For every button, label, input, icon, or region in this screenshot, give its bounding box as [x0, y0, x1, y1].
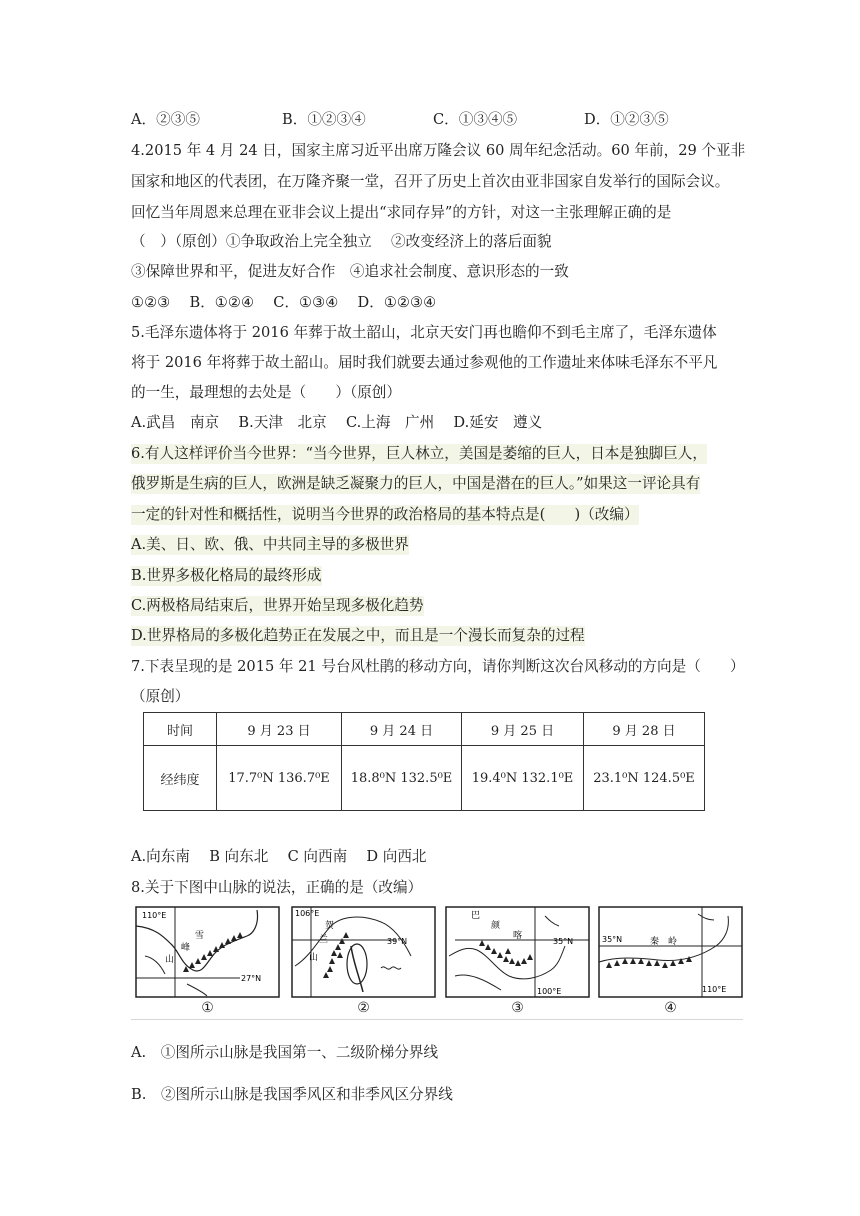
q6-option-d: D.世界格局的多极化趋势正在发展之中，而且是一个漫长而复杂的过程: [131, 627, 585, 644]
map-1-label: ①: [201, 1000, 214, 1016]
q5-line-2: 将于 2016 年将葬于故土韶山。届时我们就要去通过参观他的工作遗址来体味毛泽东不平凡: [131, 354, 718, 371]
mountain-maps: [131, 906, 743, 1018]
map-4-char-1: 秦: [650, 937, 660, 947]
map-1-lon: 110°E: [142, 911, 167, 920]
typhoon-table: [143, 712, 705, 811]
q3-option-d: D．①②③⑤: [584, 111, 669, 128]
table-cell: 18.8⁰N 132.5⁰E: [342, 746, 462, 811]
q8-option-b: B. ②图所示山脉是我国季风区和非季风区分界线: [131, 1086, 453, 1103]
map-3-char-3: 喀: [513, 931, 523, 941]
q5-line-1: 5.毛泽东遗体将于 2016 年葬于故土韶山，北京天安门再也瞻仰不到毛主席了，毛泽东遗体: [131, 324, 717, 341]
q4-line-5: ③保障世界和平，促进友好合作 ④追求社会制度、意识形态的一致: [131, 263, 569, 280]
map-1: [135, 906, 280, 998]
q4-line-4: （ ）（原创）①争取政治上完全独立 ②改变经济上的落后面貌: [131, 233, 552, 250]
q6-line-3: 一定的针对性和概括性，说明当今世界的政治格局的基本特点是( )（改编）: [131, 506, 639, 523]
map-1-char-1: 雪: [195, 931, 205, 941]
table-header-cell: 9 月 23 日: [217, 713, 342, 746]
map-4-char-2: 岭: [668, 937, 678, 947]
table-cell: 19.4⁰N 132.1⁰E: [462, 746, 584, 811]
q6-option-c: C.两极格局结束后，世界开始呈现多极化趋势: [131, 597, 424, 614]
map-1-char-3: 山: [165, 955, 175, 965]
map-4: [598, 906, 743, 998]
q6-line-1: 6.有人这样评价当今世界：“当今世界，巨人林立，美国是萎缩的巨人，日本是独脚巨人，: [131, 445, 707, 462]
table-header-row: [144, 713, 705, 746]
table-cell: 经纬度: [144, 746, 217, 811]
map-2-char-1: 贺: [325, 921, 335, 931]
map-2-char-2: 兰: [319, 935, 329, 945]
map-1-lat: 27°N: [241, 974, 262, 983]
q5-options: A.武昌 南京 B.天津 北京 C.上海 广州 D.延安 遵义: [131, 414, 543, 431]
table-header-cell: 9 月 24 日: [342, 713, 462, 746]
map-3-lon: 100°E: [537, 987, 562, 996]
q3-option-b: B．①②③④: [282, 111, 366, 128]
q4-options: ①②③ B．①②④ C．①③④ D．①②③④: [131, 294, 437, 311]
q4-line-3: 回忆当年周恩来总理在亚非会议上提出“求同存异”的方针，对这一主张理解正确的是: [131, 204, 672, 221]
divider: [131, 1019, 743, 1020]
map-4-label: ④: [664, 1000, 677, 1016]
map-2-label: ②: [357, 1000, 370, 1016]
q7-options: A.向东南 B 向东北 C 向西南 D 向西北: [131, 848, 427, 865]
map-1-figure: [135, 906, 280, 998]
q8-line-1: 8.关于下图中山脉的说法，正确的是（改编）: [131, 879, 423, 896]
q7-line-1: 7.下表呈现的是 2015 年 21 号台风杜鹃的移动方向，请你判断这次台风移动的方向是（ ）: [131, 658, 745, 675]
map-3-char-1: 巴: [471, 911, 481, 921]
q6-line-2: 俄罗斯是生病的巨人，欧洲是缺乏凝聚力的巨人，中国是潜在的巨人。”如果这一评论具有: [131, 475, 701, 492]
map-3-char-2: 颜: [491, 921, 501, 931]
q4-line-2: 国家和地区的代表团，在万隆齐聚一堂，召开了历史上首次由亚非国家自发举行的国际会议。: [131, 173, 730, 190]
table-cell: 17.7⁰N 136.7⁰E: [217, 746, 342, 811]
map-3-figure: [445, 906, 590, 998]
q3-option-a: A．②③⑤: [131, 111, 200, 128]
map-2-char-3: 山: [309, 953, 319, 963]
table-header-cell: 时间: [144, 713, 217, 746]
map-2-lat: 39°N: [387, 937, 408, 946]
q3-option-c: C．①③④⑤: [433, 111, 518, 128]
q8-option-a: A. ①图所示山脉是我国第一、二级阶梯分界线: [131, 1044, 439, 1061]
map-2-figure: [291, 906, 436, 998]
table-header-cell: 9 月 25 日: [462, 713, 584, 746]
q3-options: [131, 110, 731, 130]
table-row: [144, 746, 705, 811]
map-4-lon: 110°E: [702, 985, 727, 994]
table-cell: 23.1⁰N 124.5⁰E: [584, 746, 705, 811]
map-2: [291, 906, 436, 998]
table-header-cell: 9 月 28 日: [584, 713, 705, 746]
q6-option-a: A.美、日、欧、俄、中共同主导的多极世界: [131, 536, 409, 553]
q4-line-1: 4.2015 年 4 月 24 日，国家主席习近平出席万隆会议 60 周年纪念活动。60 年前，29 个亚非: [131, 142, 746, 159]
map-2-lon: 106°E: [295, 909, 320, 918]
map-3-label: ③: [511, 1000, 524, 1016]
q6-option-b: B.世界多极化格局的最终形成: [131, 567, 322, 584]
map-4-lat: 35°N: [602, 935, 623, 944]
q7-line-2: （原创）: [131, 688, 190, 705]
q5-line-3: 的一生，最理想的去处是（ ）（原创）: [131, 384, 401, 401]
map-3-lat: 35°N: [553, 937, 574, 946]
map-3: [445, 906, 590, 998]
map-4-figure: [598, 906, 743, 998]
map-1-char-2: 峰: [181, 943, 191, 953]
